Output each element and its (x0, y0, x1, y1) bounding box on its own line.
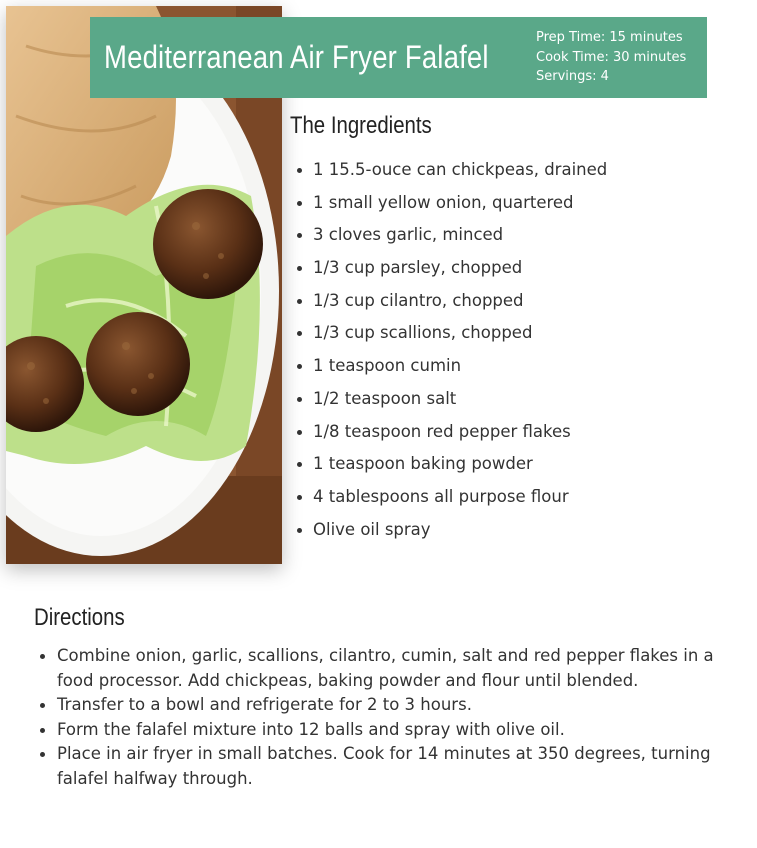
ingredients-heading: The Ingredients (290, 112, 432, 139)
ingredient-item: 1/3 cup scallions, chopped (290, 317, 730, 350)
ingredient-item: 1 teaspoon cumin (290, 350, 730, 383)
ingredient-item: 3 cloves garlic, minced (290, 219, 730, 252)
ingredient-item: Olive oil spray (290, 514, 730, 547)
directions-section (34, 604, 714, 791)
ingredient-item: 1/2 teaspoon salt (290, 383, 730, 416)
ingredient-item: 1 15.5-ouce can chickpeas, drained (290, 154, 730, 187)
direction-step: Form the falafel mixture into 12 balls and spray with olive oil. (34, 718, 714, 743)
title-banner (90, 17, 707, 98)
ingredient-item: 1/3 cup cilantro, chopped (290, 285, 730, 318)
directions-heading: Directions (34, 604, 125, 631)
ingredient-item: 1/8 teaspoon red pepper flakes (290, 416, 730, 449)
servings: Servings: 4 (536, 69, 609, 84)
ingredient-item: 1/3 cup parsley, chopped (290, 252, 730, 285)
direction-step: Combine onion, garlic, scallions, cilantro, cumin, salt and red pepper flakes in a food processor. Add chickpeas, baking powder and flour until blended. (34, 644, 714, 693)
prep-time: Prep Time: 15 minutes (536, 30, 683, 45)
recipe-meta (536, 28, 686, 87)
direction-step: Place in air fryer in small batches. Cook for 14 minutes at 350 degrees, turning falafel halfway through. (34, 742, 714, 791)
cook-time: Cook Time: 30 minutes (536, 49, 687, 65)
ingredient-item: 1 small yellow onion, quartered (290, 187, 730, 220)
ingredients-section (290, 112, 730, 546)
ingredients-list (290, 154, 730, 546)
recipe-title: Mediterranean Air Fryer Falafel (104, 39, 489, 75)
ingredient-item: 1 teaspoon baking powder (290, 448, 730, 481)
direction-step: Transfer to a bowl and refrigerate for 2 to 3 hours. (34, 693, 714, 718)
ingredient-item: 4 tablespoons all purpose flour (290, 481, 730, 514)
directions-list (34, 644, 714, 791)
